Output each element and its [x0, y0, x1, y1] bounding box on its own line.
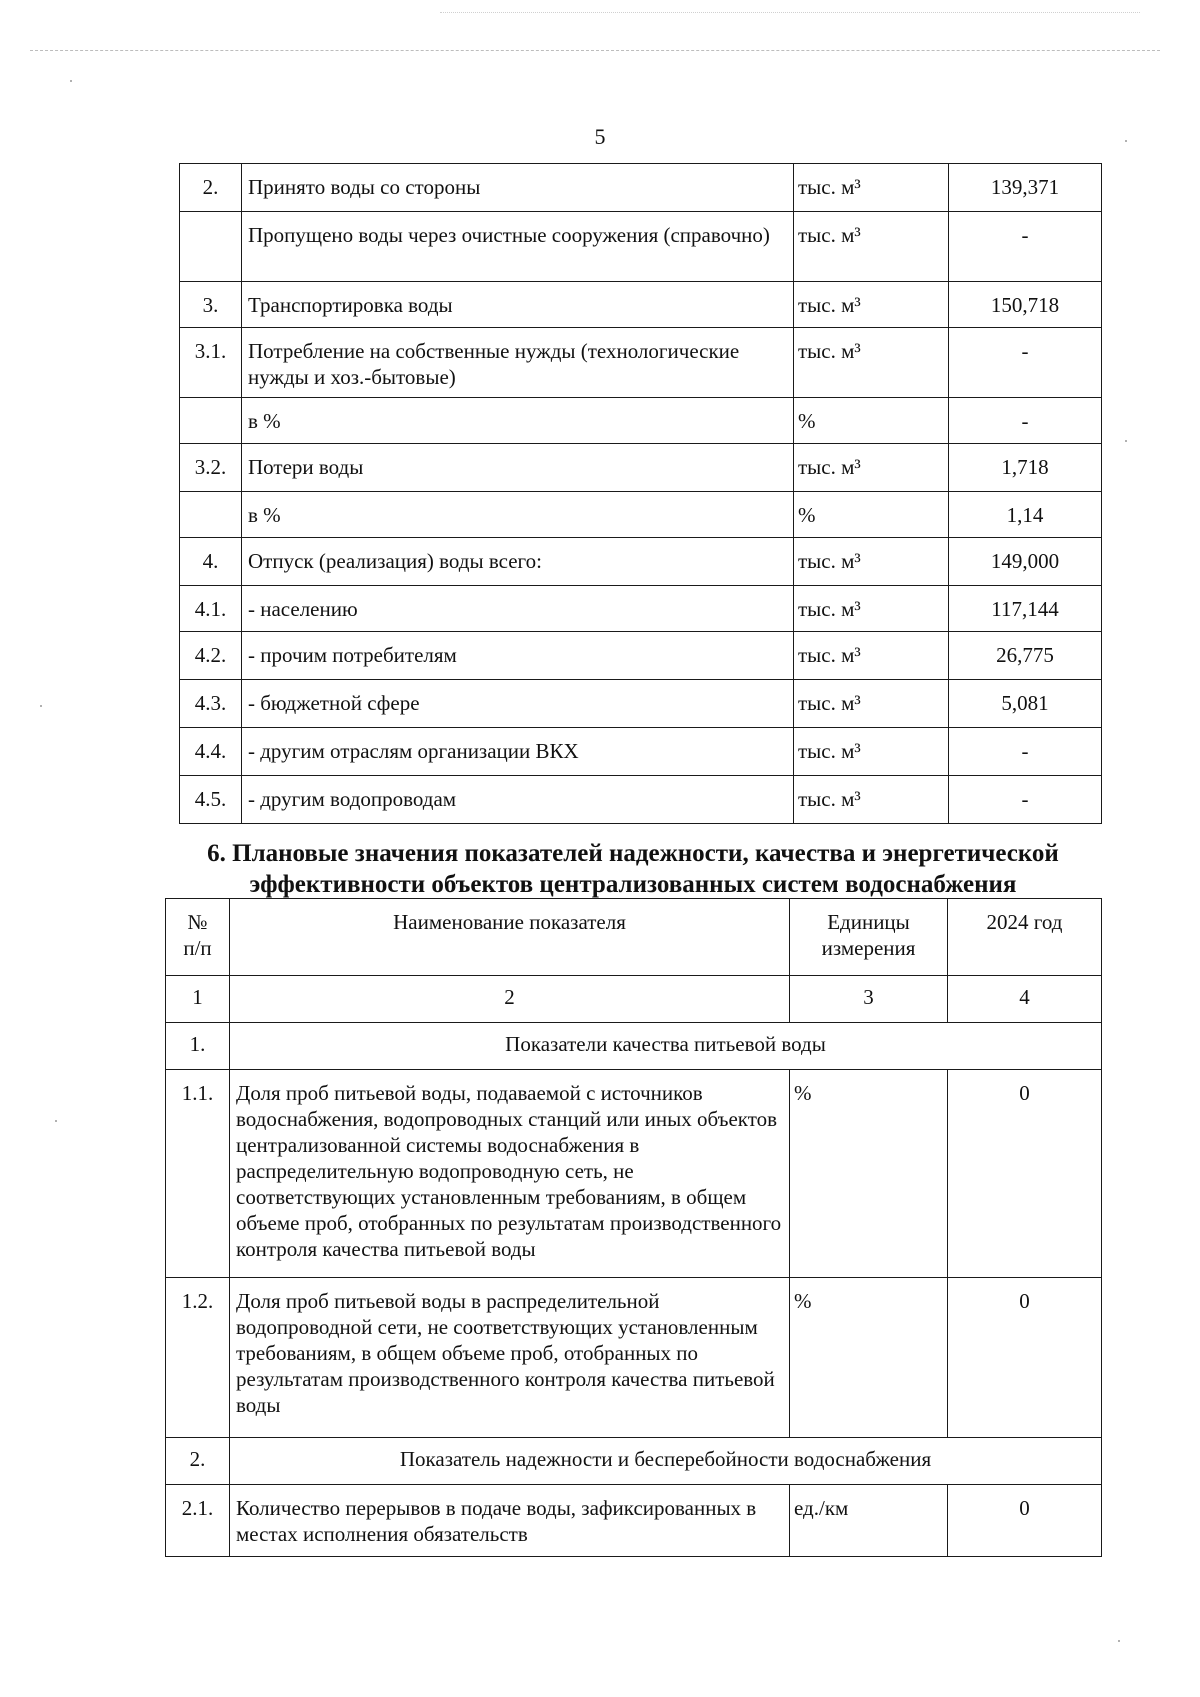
row-value: 0	[948, 1070, 1102, 1278]
row-num	[180, 212, 242, 282]
table-row	[180, 586, 1102, 632]
index-cell: 2	[230, 976, 790, 1023]
group-num: 2.	[166, 1438, 230, 1485]
row-num: 4.4.	[180, 728, 242, 776]
row-value: 1,718	[949, 444, 1102, 492]
row-name: - населению	[242, 586, 794, 632]
table-row	[166, 1278, 1102, 1438]
header-name: Наименование показателя	[230, 899, 790, 976]
row-unit: тыс. м³	[794, 538, 949, 586]
group-row-reliability	[166, 1438, 1102, 1485]
header-unit: Единицы измерения	[790, 899, 948, 976]
row-unit: %	[794, 398, 949, 444]
table-row	[180, 632, 1102, 680]
row-num: 4.	[180, 538, 242, 586]
table-row	[180, 164, 1102, 212]
row-unit: тыс. м³	[794, 282, 949, 328]
row-unit: тыс. м³	[794, 212, 949, 282]
row-num	[180, 398, 242, 444]
row-unit: тыс. м³	[794, 632, 949, 680]
scan-speck	[55, 1120, 57, 1122]
row-name: Доля проб питьевой воды в распределительной водопроводной сети, не соответствующих установленным требованиям, в общем объеме проб, отобранных по результатам производственного контроля качества питьевой воды	[230, 1278, 790, 1438]
row-value: -	[949, 212, 1102, 282]
row-value: -	[949, 728, 1102, 776]
row-name: Доля проб питьевой воды, подаваемой с источников водоснабжения, водопроводных станций или иных объектов централизованной системы водоснабжения в распределительную водопроводную сеть, не соответствующих установленным требованиям, в общем объеме проб, отобранных по результатам производственного контроля качества питьевой воды	[230, 1070, 790, 1278]
index-cell: 1	[166, 976, 230, 1023]
table-row	[180, 398, 1102, 444]
scan-edge-line	[30, 50, 1160, 51]
index-cell: 3	[790, 976, 948, 1023]
row-value: 149,000	[949, 538, 1102, 586]
row-value: 5,081	[949, 680, 1102, 728]
row-name: Транспортировка воды	[242, 282, 794, 328]
group-row-quality	[166, 1023, 1102, 1070]
row-value: 117,144	[949, 586, 1102, 632]
row-num: 2.1.	[166, 1485, 230, 1557]
row-name: Потери воды	[242, 444, 794, 492]
row-unit: %	[790, 1070, 948, 1278]
row-name: Количество перерывов в подаче воды, зафиксированных в местах исполнения обязательств	[230, 1485, 790, 1557]
row-name: - бюджетной сфере	[242, 680, 794, 728]
row-value: 139,371	[949, 164, 1102, 212]
table-row	[180, 680, 1102, 728]
row-num: 4.5.	[180, 776, 242, 824]
table-row	[166, 1485, 1102, 1557]
row-unit: тыс. м³	[794, 586, 949, 632]
row-unit: тыс. м³	[794, 328, 949, 398]
scan-speck	[40, 705, 42, 707]
table-row	[180, 538, 1102, 586]
row-unit: тыс. м³	[794, 680, 949, 728]
scan-speck	[70, 80, 72, 82]
row-unit: ед./км	[790, 1485, 948, 1557]
row-name: Пропущено воды через очистные сооружения (справочно)	[242, 212, 794, 282]
row-num: 1.2.	[166, 1278, 230, 1438]
row-value: -	[949, 328, 1102, 398]
row-unit: %	[794, 492, 949, 538]
row-value: 1,14	[949, 492, 1102, 538]
scan-speck	[1125, 140, 1127, 142]
row-name: - другим отраслям организации ВКХ	[242, 728, 794, 776]
row-name: в %	[242, 398, 794, 444]
row-unit: тыс. м³	[794, 444, 949, 492]
row-name: - другим водопроводам	[242, 776, 794, 824]
row-num	[180, 492, 242, 538]
scan-edge-line-faint	[440, 12, 1140, 13]
group-title: Показатели качества питьевой воды	[230, 1023, 1102, 1070]
row-value: 26,775	[949, 632, 1102, 680]
row-unit: тыс. м³	[794, 728, 949, 776]
row-num: 4.3.	[180, 680, 242, 728]
header-num: № п/п	[166, 899, 230, 976]
row-num: 4.1.	[180, 586, 242, 632]
row-num: 3.1.	[180, 328, 242, 398]
row-unit: %	[790, 1278, 948, 1438]
indicators-table	[165, 898, 1102, 1557]
table-row	[180, 492, 1102, 538]
row-num: 3.	[180, 282, 242, 328]
header-year: 2024 год	[948, 899, 1102, 976]
group-title: Показатель надежности и бесперебойности водоснабжения	[230, 1438, 1102, 1485]
row-value: -	[949, 398, 1102, 444]
index-cell: 4	[948, 976, 1102, 1023]
row-num: 2.	[180, 164, 242, 212]
row-num: 1.1.	[166, 1070, 230, 1278]
table-row	[166, 1070, 1102, 1278]
scan-speck	[1118, 1640, 1120, 1642]
row-value: 0	[948, 1278, 1102, 1438]
table-row	[180, 282, 1102, 328]
row-name: в %	[242, 492, 794, 538]
row-name: - прочим потребителям	[242, 632, 794, 680]
scan-speck	[1125, 440, 1127, 442]
row-name: Принято воды со стороны	[242, 164, 794, 212]
row-unit: тыс. м³	[794, 776, 949, 824]
group-num: 1.	[166, 1023, 230, 1070]
row-num: 4.2.	[180, 632, 242, 680]
row-name: Отпуск (реализация) воды всего:	[242, 538, 794, 586]
table-row	[180, 444, 1102, 492]
row-value: 150,718	[949, 282, 1102, 328]
table-row	[180, 212, 1102, 282]
row-num: 3.2.	[180, 444, 242, 492]
row-value: -	[949, 776, 1102, 824]
row-unit: тыс. м³	[794, 164, 949, 212]
page-number: 5	[594, 124, 606, 149]
table-row	[180, 776, 1102, 824]
section-6-heading: 6. Плановые значения показателей надежности, качества и энергетической эффективности объектов централизованных систем водоснабжения	[207, 840, 1059, 898]
header-row	[166, 899, 1102, 976]
water-balance-table	[179, 163, 1102, 824]
index-row	[166, 976, 1102, 1023]
table-row	[180, 328, 1102, 398]
row-name: Потребление на собственные нужды (технологические нужды и хоз.-бытовые)	[242, 328, 794, 398]
table-row	[180, 728, 1102, 776]
row-value: 0	[948, 1485, 1102, 1557]
